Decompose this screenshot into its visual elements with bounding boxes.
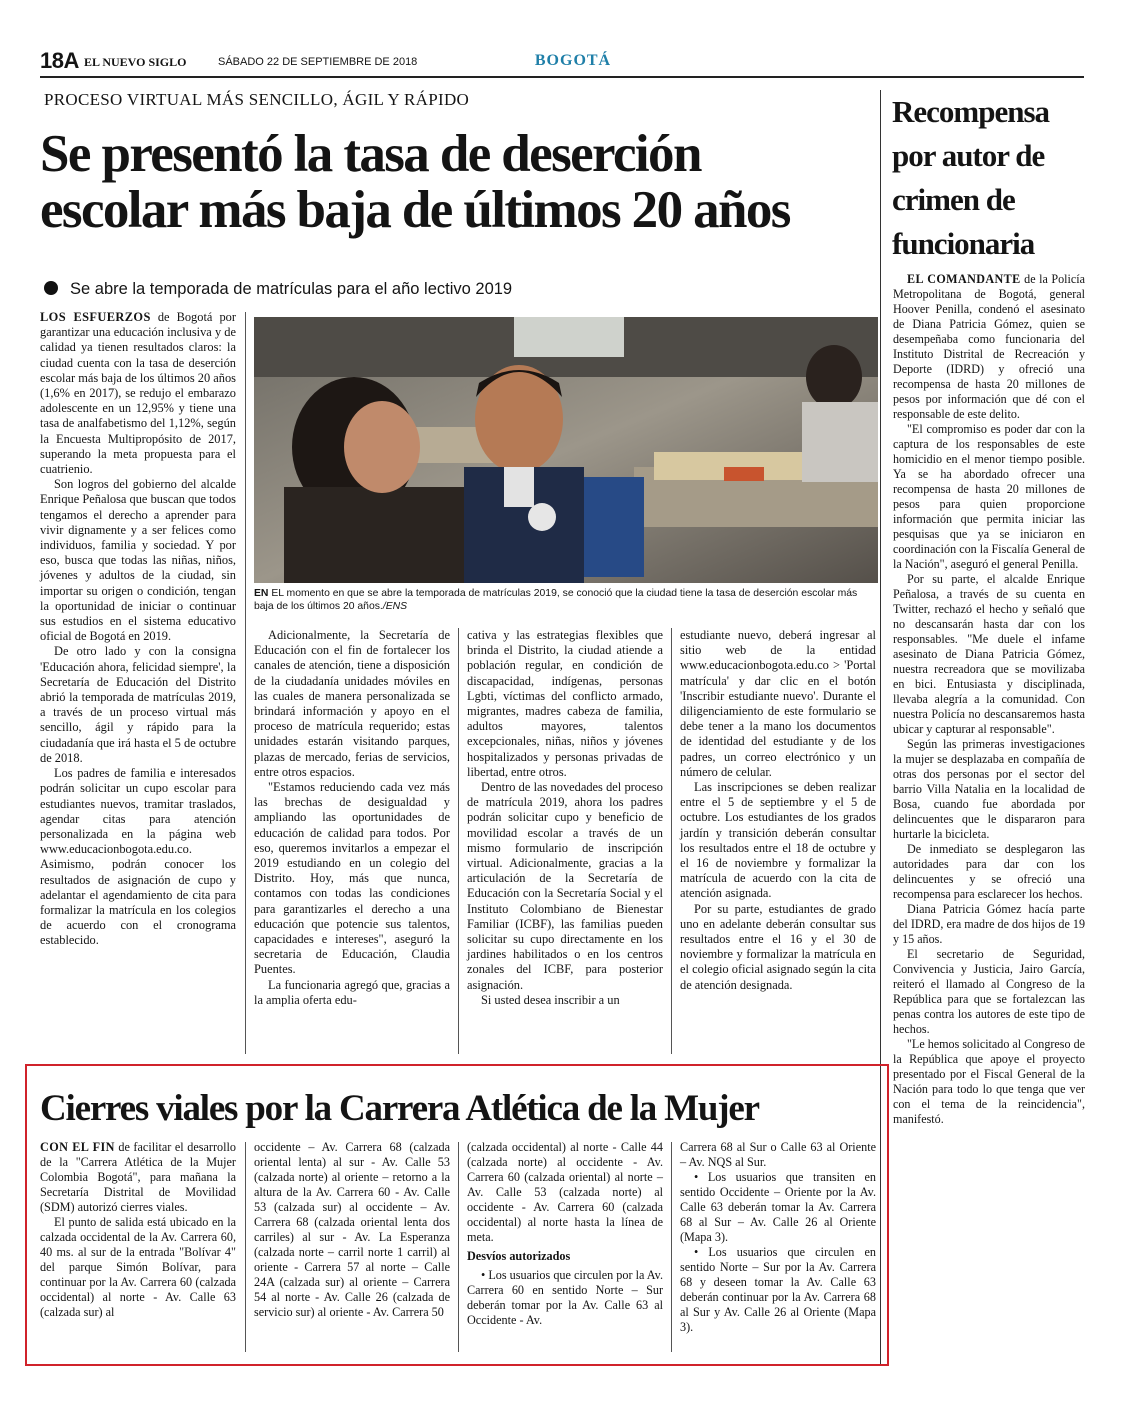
issue-date: SÁBADO 22 DE SEPTIEMBRE DE 2018 <box>218 56 418 68</box>
paragraph: Según las primeras investigaciones la mujer se desplazaba en compañía de otras dos personas por el sector del barrio Villa Natalia en la localidad de Bosa, cuando fue abordada por delincuentes que le dispararon para hurtarle la bicicleta. <box>893 737 1085 841</box>
main-column-3 <box>467 628 663 1008</box>
paragraph: de Bogotá por garantizar una educación inclusiva y de calidad ya tienen resultados claros: la ciudad cuenta con la tasa de deserción escolar más baja de los últimos 20 años (1,6% en 2017), se redujo el embarazo adolescente en un 12,95% y tiene una tasa de analfabetismo del 1,12%, según la Encuesta Multipropósito de 2017, superando la meta propuesta para el cuatrienio. <box>40 310 236 477</box>
paragraph: Las inscripciones se deben realizar entre el 5 de septiembre y el 5 de octubre. Los estudiantes de los grados jardín y transición deberán consultar los resultados entre el 18 de octubre y el 16 de noviembre y formalizar la matrícula de acuerdo con la cita de atención asignada. <box>680 780 876 901</box>
paragraph: Los padres de familia e interesados podrán solicitar un cupo escolar para estudiantes nuevos, tramitar traslados, agendar citas para atención personalizada en la página web www.educacionbogota.edu.co. Asimismo, podrán conocer los resultados de asignación de cupo y adelantar el agendamiento de cita para formalizar la matrícula en los colegios de acuerdo con el cronograma establecido. <box>40 766 236 948</box>
subheadline <box>44 280 512 299</box>
paragraph: Si usted desea inscribir a un <box>481 992 620 1007</box>
newspaper-name: EL NUEVO SIGLO <box>84 55 187 69</box>
paragraph: El secretario de Seguridad, Convivencia y Justicia, Jairo García, reiteró el llamado al Congreso de la República para que se fortalezcan las penas contra los autores de este tipo de hechos. <box>893 947 1085 1036</box>
section-name: BOGOTÁ <box>534 52 612 69</box>
column-divider <box>671 1142 672 1352</box>
headline-line-1: Se presentó la tasa de deserción <box>40 125 701 183</box>
box-column-4 <box>680 1140 876 1335</box>
paragraph: De inmediato se desplegaron las autoridades para dar con los delincuentes y se ofreció una recompensa para esclarecer los hechos. <box>893 842 1085 901</box>
side-headline-line: crimen de <box>892 182 1015 217</box>
side-headline-line: Recompensa <box>892 94 1050 129</box>
paragraph: La funcionaria agregó que, gracias a la amplia oferta edu- <box>254 977 450 1007</box>
paragraph: "Estamos reduciendo cada vez más las brechas de desigualdad y ampliando las oportunidades de educación de calidad para todos. Por eso, queremos invitarlos a empezar el 2019 estudiando en un colegio del Distrito. Hoy, más que nunca, contamos con todas las condiciones para garantizarles el derecho a una educación que potencie sus talentos, capacidades e intereses", aseguró la secretaria de Educación, Claudia Puentes. <box>254 780 450 977</box>
paragraph: "Le hemos solicitado al Congreso de la República que apoye el proyecto presentado por el Fiscal General de la Nación para todo lo que tenga que ver con el tema de la reincidencia", manifestó. <box>893 1037 1085 1126</box>
paragraph: De otro lado y con la consigna 'Educación ahora, felicidad siempre', la Secretaría de Educación del Distrito abrió la temporada de matrículas 2019, a través de un proceso virtual más sencillo, ágil y rápido para la ciudadanía que irá hasta el 5 de octubre de 2018. <box>40 644 236 765</box>
kicker: PROCESO VIRTUAL MÁS SENCILLO, ÁGIL Y RÁPIDO <box>44 90 470 109</box>
box-headline: Cierres viales por la Carrera Atlética de la Mujer <box>40 1088 759 1129</box>
lead-in: EL COMANDANTE <box>907 272 1021 286</box>
paragraph: • Los usuarios que transiten en sentido Occidente – Oriente por la Av. Calle 63 deberán tomar la Av. Carrera 68 al Sur – Av. Calle 26 al Oriente (Mapa 3). <box>680 1170 876 1244</box>
paragraph: cativa y las estrategias flexibles que brinda el Distrito, la ciudad atiende a población regular, en condición de discapacidad, indígenas, personas Lgbti, víctimas del conflicto armado, migrantes, madres cabeza de familia, adultos mayores, talentos excepcionales, niñas, niños y jóvenes hospitalizados y personas privadas de libertad, entre otros. <box>467 628 663 779</box>
side-column <box>893 272 1085 1127</box>
photo-caption <box>254 587 878 613</box>
side-headline-line: funcionaria <box>892 226 1035 261</box>
box-subheading: Desvíos autorizados <box>467 1249 571 1263</box>
box-column-1 <box>40 1140 236 1320</box>
paragraph: Dentro de las novedades del proceso de matrícula 2019, ahora los padres podrán solicitar cupo y beneficio de movilidad escolar a través de un mismo formulario de inscripción virtual. Adicionalmente, gracias a la articulación de la Secretaría de Educación con la Secretaría Social y el Instituto Colombiano de Bienestar Familiar (ICBF), las familias pueden solicitar su cupo directamente en los jardines habilitados o en los centros zonales del ICBF, para posterior asignación. <box>467 780 663 992</box>
main-headline <box>40 126 876 238</box>
side-headline-line: por autor de <box>892 138 1045 173</box>
caption-lead: EN <box>254 588 269 599</box>
main-column-2 <box>254 628 450 1008</box>
paragraph: Son logros del gobierno del alcalde Enrique Peñalosa que buscan que todos tengamos el derecho a aprender para vivir dignamente y a ser felices como individuos, familia y sociedad. Y por eso, busca que todas las niñas, niños, jóvenes y adultos de la ciudad, sin importar su origen o condición, tengan la oportunidad de iniciar o continuar sus estudios en el sistema educativo oficial de Bogotá en 2019. <box>40 477 236 644</box>
page-number: 18A <box>40 48 79 73</box>
photo-credit: /ENS <box>382 601 408 612</box>
main-column-1 <box>40 310 236 949</box>
caption-text: EL momento en que se abre la temporada de matrículas 2019, se conoció que la ciudad tiene la tasa de deserción escolar más baja de los últimos 20 años. <box>254 588 858 612</box>
paragraph: Por su parte, el alcalde Enrique Peñalosa, a través de su cuenta en Twitter, rechazó el hecho y señaló que no descansarán hasta dar con los responsables. "Me duele el infame asesinato de Diana Patricia Gómez, nuestra recreadora que se movilizaba en bici. Entusiasta y disciplinada, llevaba alegría a la comunidad. Con nuestra Policía no descansaremos hasta ubicar y capturar al responsable". <box>893 572 1085 736</box>
bullet-icon <box>44 281 58 295</box>
main-column-4 <box>680 628 876 993</box>
classroom-photo <box>254 317 878 583</box>
column-divider <box>458 628 459 1054</box>
paragraph: occidente – Av. Carrera 68 (calzada oriental lenta) al sur - Av. Calle 53 (calzada norte) al oriente – retorno a la altura de la Av. Carrera 60 - Av. Calle 53 (calzada sur) al occidente – Av. Carrera 68 (calzada oriental lenta dos carriles) al sur - Av. La Esperanza (calzada norte – carril norte 1 carril) al oriente - Carrera 57 al norte – Calle 24A (calzada sur) al oriente – Carrera 54 al norte - Av. Calle 26 (calzada de servicio sur) al oriente - Av. Carrera 50 <box>254 1140 450 1319</box>
headline-line-2: escolar más baja de últimos 20 años <box>40 181 790 239</box>
paragraph: El punto de salida está ubicado en la calzada occidental de la Av. Carrera 60, 40 ms. al sur de la entrada "Bolívar 4" del parque Simón Bolívar, para continuar por la Av. Carrera 60 (calzada occidental) al norte - Av. Calle 63 (calzada sur) al <box>40 1215 236 1319</box>
paragraph: de la Policía Metropolitana de Bogotá, general Hoover Penilla, condenó el asesinato de Diana Patricia Gómez, quien se desempeñaba como funcionaria del Instituto Distrital de Recreación y Deporte (IDRD) y ofreció una recompensa de hasta 20 millones de pesos por información que dé con el responsable de este delito. <box>893 272 1086 421</box>
lead-in: CON EL FIN <box>40 1140 115 1154</box>
paragraph: • Los usuarios que circulen por la Av. Carrera 60 en sentido Norte – Sur deberán tomar por la Av. Calle 63 al Occidente - Av. <box>467 1268 663 1327</box>
lead-in: LOS ESFUERZOS <box>40 310 151 324</box>
paragraph: Por su parte, estudiantes de grado uno en adelante deberán consultar sus resultados entre el 16 y el 30 de noviembre y formalizar la matrícula en el colegio oficial asignado según la cita de atención designada. <box>680 901 876 992</box>
paragraph: "El compromiso es poder dar con la captura de los responsables de este homicidio en el menor tiempo posible. Ya se ha abordado ofrecer una recompensa de hasta 20 millones de pesos para quien proporcione información que permita iniciar las pesquisas que ya se iniciaron en coordinación con la Fiscalía General de la Nación", aseguró el general Penilla. <box>893 422 1085 571</box>
paragraph: (calzada occidental) al norte - Calle 44 (calzada norte) al occidente - Av. Carrera 60 (calzada oriental) al norte – Av. Calle 53 (calzada norte) al occidente - Av. Carrera 60 (calzada occidental) al norte hasta la línea de meta. <box>467 1140 663 1244</box>
paragraph: de facilitar el desarrollo de la "Carrera Atlética de la Mujer Colombia Bogotá", para mañana la Secretaría Distrital de Movilidad (SDM) autorizó cierres viales. <box>40 1140 236 1214</box>
subheadline-text: Se abre la temporada de matrículas para el año lectivo 2019 <box>70 280 513 298</box>
column-divider <box>671 628 672 1054</box>
paragraph: Carrera 68 al Sur o Calle 63 al Oriente – Av. NQS al Sur. <box>680 1140 876 1169</box>
box-column-3 <box>467 1140 663 1328</box>
column-divider <box>245 312 246 1054</box>
paragraph: Adicionalmente, la Secretaría de Educación con el fin de fortalecer los canales de atención, tiene a disposición de la ciudadanía unidades móviles en las cuales de manera personalizada se brindará información y apoyo en el proceso de matrícula requerido; estas unidades estarán visitando parques, plazas de mercado, ferias de servicios, entre otros espacios. <box>254 628 450 779</box>
paragraph: • Los usuarios que circulen en sentido Norte – Sur por la Av. Carrera 68 y deseen tomar la Av. Calle 63 deberán continuar por la Av. Carrera 68 al Sur y Av. Calle 26 al Oriente (Mapa 3). <box>680 1245 876 1334</box>
paragraph: Diana Patricia Gómez hacía parte del IDRD, era madre de dos hijos de 19 y 15 años. <box>893 902 1085 946</box>
box-column-2 <box>254 1140 450 1320</box>
column-divider <box>458 1142 459 1352</box>
paragraph: estudiante nuevo, deberá ingresar al sitio web de la entidad www.educacionbogota.edu.co > 'Portal matrícula' y dar clic en el botón 'Inscribir estudiante nuevo'. Durante el diligenciamiento de este formulario se debe tener a la mano los documentos de identidad del estudiante y de los padres, un correo electrónico y un número de celular. <box>680 628 876 779</box>
side-headline <box>892 90 1082 266</box>
page-header <box>40 48 1084 78</box>
column-divider <box>245 1142 246 1352</box>
